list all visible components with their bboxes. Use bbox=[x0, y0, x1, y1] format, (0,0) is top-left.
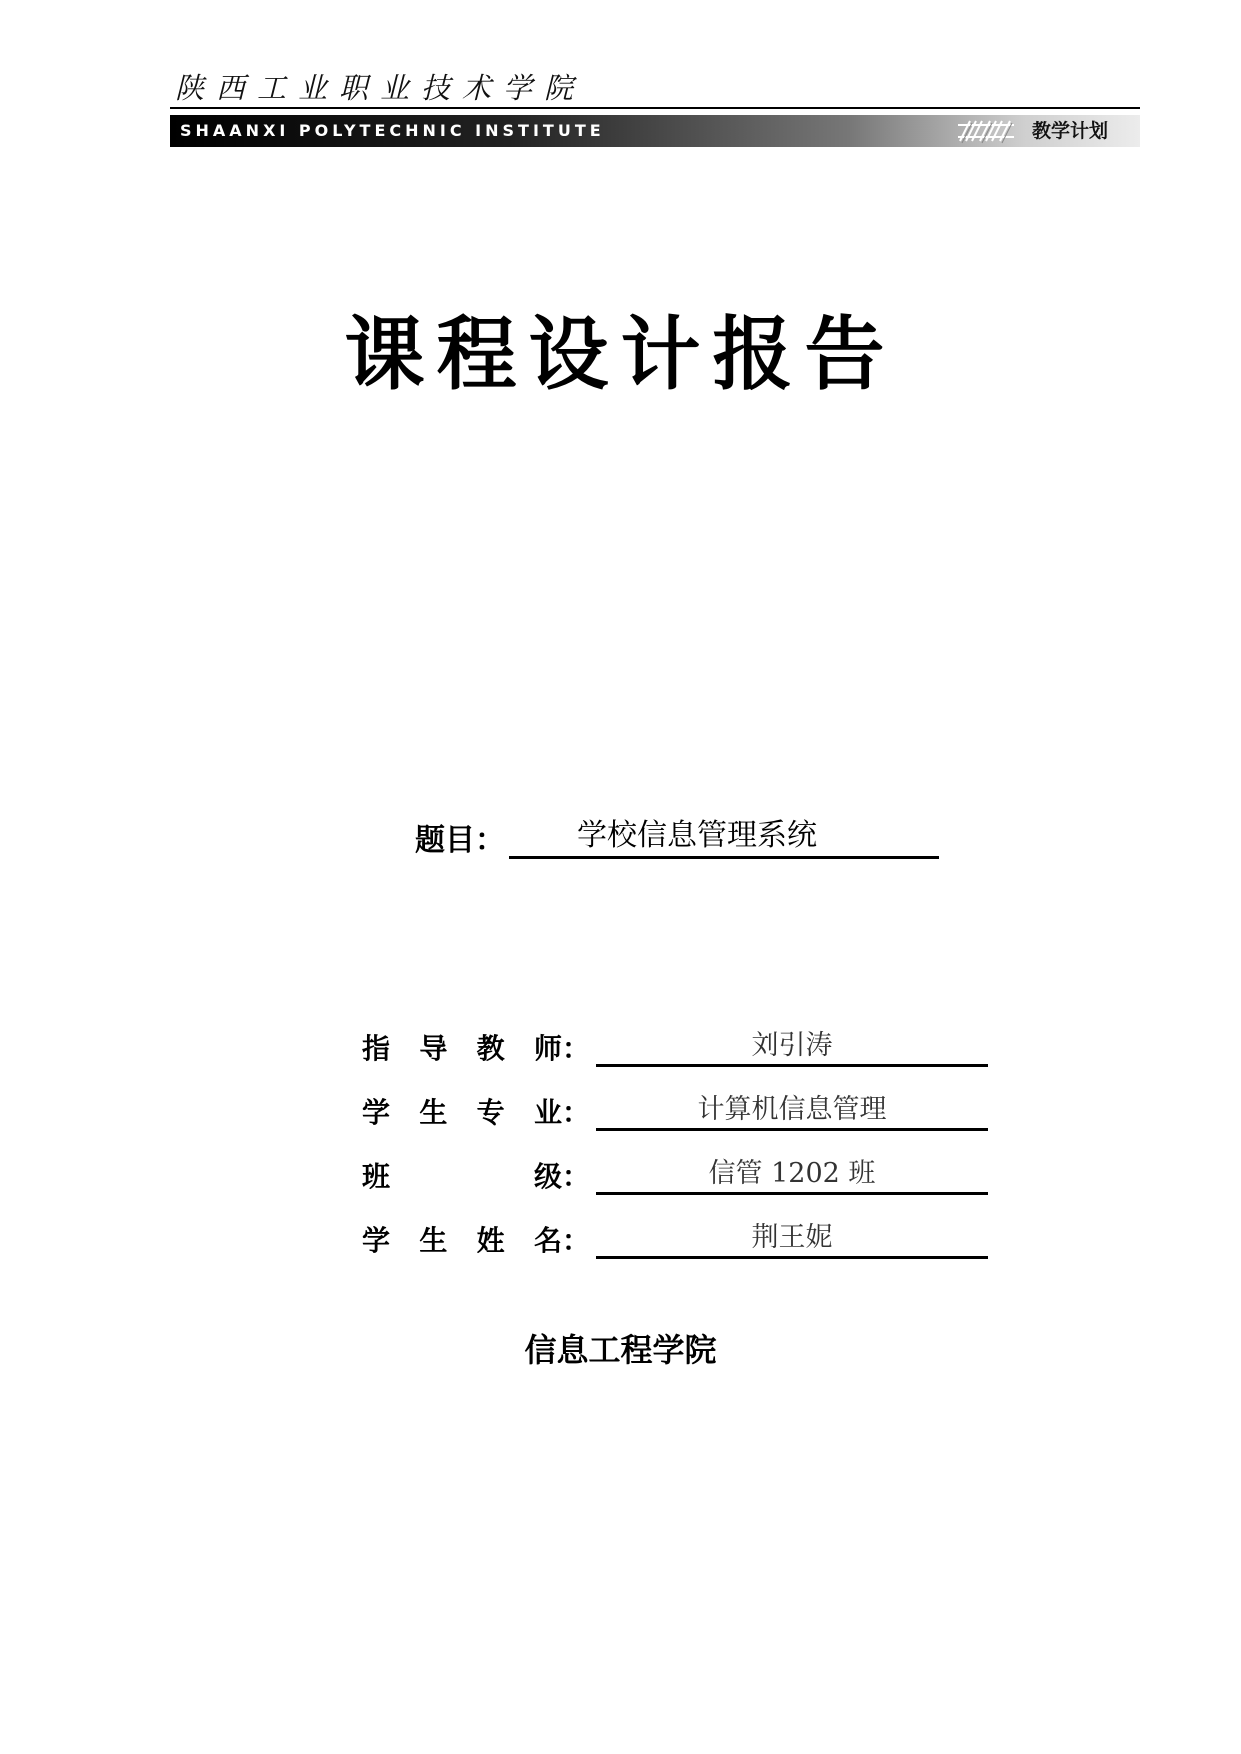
label-char: 姓 bbox=[476, 1224, 505, 1257]
label-char: 师 bbox=[533, 1032, 562, 1065]
info-colon: ： bbox=[562, 1160, 591, 1193]
class-value: 信管 1202 班 bbox=[596, 1151, 988, 1195]
info-colon: ： bbox=[562, 1032, 591, 1065]
label-char: 指 bbox=[362, 1032, 391, 1065]
topic-value: 学校信息管理系统 bbox=[509, 810, 939, 859]
info-row-major bbox=[362, 1067, 988, 1131]
report-title: 课程设计报告 bbox=[344, 307, 897, 401]
institute-name-cn: 陕西工业职业技术学院 bbox=[175, 71, 586, 105]
school-name: 信息工程学院 bbox=[524, 1331, 717, 1369]
major-value: 计算机信息管理 bbox=[596, 1087, 988, 1131]
header-tag: 教学计划 bbox=[1032, 120, 1109, 142]
info-label bbox=[362, 1091, 562, 1131]
info-row-student bbox=[362, 1195, 988, 1259]
label-char: 导 bbox=[419, 1032, 448, 1065]
info-block bbox=[362, 1003, 988, 1259]
info-colon: ： bbox=[562, 1224, 591, 1257]
label-char: 专 bbox=[476, 1096, 505, 1129]
label-char: 业 bbox=[533, 1096, 562, 1129]
topic-label: 题目： bbox=[415, 823, 505, 858]
info-label bbox=[362, 1027, 562, 1067]
label-char: 班 bbox=[362, 1160, 391, 1193]
label-char: 级 bbox=[533, 1160, 562, 1193]
label-char: 学 bbox=[362, 1096, 391, 1129]
header-band bbox=[170, 115, 1140, 147]
header-rule bbox=[170, 107, 1140, 109]
info-row-advisor bbox=[362, 1003, 988, 1067]
label-char: 名 bbox=[533, 1224, 562, 1257]
student-name-value: 荆王妮 bbox=[596, 1215, 988, 1259]
advisor-value: 刘引涛 bbox=[596, 1023, 988, 1067]
info-label bbox=[362, 1219, 562, 1259]
label-char: 生 bbox=[419, 1224, 448, 1257]
topic-row bbox=[415, 810, 939, 859]
label-char: 生 bbox=[419, 1096, 448, 1129]
label-char: 学 bbox=[362, 1224, 391, 1257]
institute-name-en: SHAANXI POLYTECHNIC INSTITUTE bbox=[180, 121, 605, 140]
institute-logo-icon bbox=[956, 117, 1016, 145]
label-char: 教 bbox=[476, 1032, 505, 1065]
info-colon: ： bbox=[562, 1096, 591, 1129]
info-label bbox=[362, 1155, 562, 1195]
info-row-class bbox=[362, 1131, 988, 1195]
